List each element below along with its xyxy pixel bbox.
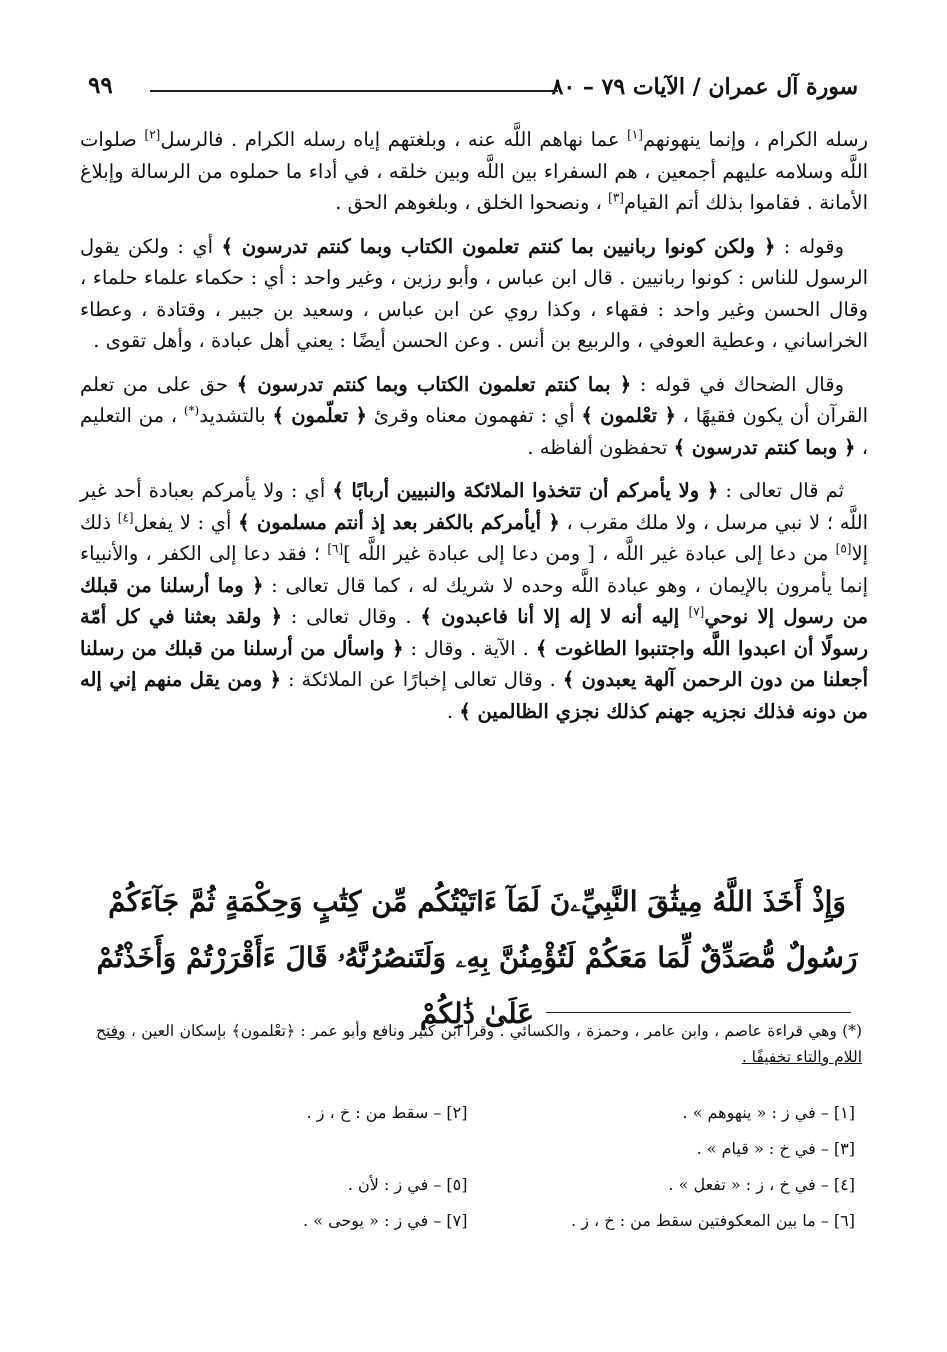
note: [١] – في ز : « ينهوهم » . [682, 1103, 855, 1122]
quran-citation: ﴿ تعْلمون ﴾ [581, 404, 676, 427]
note: [٥] – في ز : لأن . [347, 1175, 468, 1194]
footnote-ref: [٧] [688, 604, 705, 619]
note [120, 1134, 468, 1164]
text-run: ثم قال تعالى : [718, 479, 845, 502]
quran-verse: وَإِذْ أَخَذَ اللَّهُ مِيثَٰقَ النَّبِيِّۦنَ لَمَآ ءَاتَيْتُكُم مِّن كِتَٰبٍ وَحِكْمَةٍ ثُمَّ جَآءَكُمْ رَسُولٌ مُّصَدِّقٌ لِّمَا مَعَكُمْ لَتُؤْمِنُنَّ بِهِۦ وَلَتَنصُرُنَّهُۥ قَالَ ءَأَقْرَرْتُمْ وَأَخَذْتُمْ عَلَىٰ ذَٰلِكُمْ [96, 885, 858, 1030]
paragraph [80, 124, 868, 219]
page-header [88, 70, 858, 110]
body-text [80, 124, 868, 739]
manuscript-notes [120, 1098, 855, 1236]
text-run: . وقال تعالى إخبارًا عن الملائكة : [281, 668, 563, 691]
text-run: أي : لا يفعل [133, 510, 239, 534]
footnote-ref: [٦] [327, 541, 344, 556]
footnote-ref: [٣] [608, 190, 624, 205]
text-run: بالتشديد [199, 404, 273, 427]
text-run: . [446, 699, 460, 723]
quran-citation: ﴿ بما كنتم تعلمون الكتاب وبما كنتم تدرسون ﴾ [236, 372, 632, 396]
text-run: صلوات اللَّه وسلامه عليهم أجمعين ، هم السفراء بين اللَّه وبين خلقه ، في أداء ما حملوه من الرسالة وإبلاغ الأمانة . فقاموا بذلك أتم القيام [80, 128, 868, 214]
text-run: . وقال تعالى : [282, 605, 421, 628]
running-title: سورة آل عمران / الآيات ٧٩ – ٨٠ [551, 74, 858, 100]
footnote-ref: [٤] [117, 510, 134, 524]
text-run: حق على من تعلم القرآن أن يكون فقيهًا ، [80, 372, 869, 427]
text-run: أي : ولكن يقول الرسول للناس : كونوا ربانيين . قال ابن عباس ، وأبو رزين ، وغير واحد : أي : حكماء علماء حلماء ، وقال الحسن وغير واحد : فقهاء ، وكذا روي عن ابن عباس ، وسعيد بن جبير ، وقتادة ، وعطاء الخراساني ، وعطية العوفي ، والربيع بن أنس . وعن الحسن أيضًا : يعني أهل عبادة ، وأهل تقوى . [80, 234, 868, 352]
text-run: ذلك إلا [80, 510, 868, 565]
footnote-reading-variant [96, 1018, 862, 1070]
footnote-ref: (*) [183, 403, 200, 418]
note: [٦] – ما بين المعكوفتين سقط من : خ ، ز . [571, 1211, 855, 1230]
text-run: تحفظون ألفاظه . [527, 435, 674, 459]
footnote-underlined-text: وفتح اللام والتاء تخفيفًا . [96, 1022, 862, 1066]
footnote-ref: [٢] [144, 127, 161, 142]
text-run: ، ونصحوا الخلق ، وبلغوهم الحق . [335, 191, 609, 214]
text-run: . الآية . وقال : [403, 636, 536, 660]
quran-citation: ﴿ ولقد بعثنا في كل أمّة رسولًا أن اعبدوا اللَّه واجتنبوا الطاغوت ﴾ [80, 605, 868, 660]
header-rule [150, 90, 558, 92]
text-run: رسله الكرام ، وإنما ينهونهم [642, 128, 869, 151]
note: [٣] – في خ : « قيام » . [696, 1139, 855, 1158]
text-run: أي : تفهمون معناه وقرئ [366, 404, 582, 427]
quran-citation: ﴿ تعلّمون ﴾ [272, 404, 367, 427]
note: [٧] – في ز : « يوحى » . [303, 1211, 468, 1230]
text-run: وقوله : [775, 234, 844, 258]
text-run: ؛ فقد دعا إلى الكفر ، والأنبياء إنما يأمرون بالإيمان ، وهو عبادة اللَّه وحده لا شريك له ، كما قال تعالى : [80, 542, 868, 597]
quran-citation: ﴿ ولكن كونوا ربانيين بما كنتم تعلمون الكتاب وبما كنتم تدرسون ﴾ [221, 234, 776, 258]
footnote-rule [546, 1012, 851, 1013]
quran-citation: ﴿ ولا يأمركم أن تتخذوا الملائكة والنبيين أربابًا ﴾ [332, 479, 719, 502]
text-run: وقال الضحاك في قوله : [631, 372, 844, 396]
paragraph [80, 231, 868, 357]
paragraph [80, 475, 868, 727]
note: [٤] – في خ ، ز : « تفعل » . [668, 1175, 855, 1194]
quran-citation: إليه أنه لا إله إلا أنا فاعبدون ﴾ [420, 605, 689, 628]
quran-citation: ﴿ وما أرسلنا من قبلك من رسول إلا نوحي [80, 573, 869, 628]
footnote-text: (*) وهي قراءة عاصم ، وابن عامر ، وحمزة ، والكسائي . وقرأ ابن كثير ونافع وأبو عمر : ﴿تعْلمون﴾ بإسكان العين ، [125, 1022, 862, 1040]
footnote-ref: [٥] [835, 541, 852, 556]
text-run: ، من التعليم ، [80, 404, 868, 459]
text-run: عما نهاهم اللَّه عنه ، وبلغتهم إياه رسله الكرام . فالرسل [160, 128, 628, 151]
footnote-ref: [١] [627, 127, 643, 142]
text-run: أي : ولا يأمركم بعبادة أحد غير اللَّه ؛ لا نبي مرسل ، ولا ملك مقرب ، [80, 479, 868, 534]
quran-citation: ﴿ واسأل من أرسلنا من قبلك من رسلنا أجعلنا من دون الرحمن آلهة يعبدون ﴾ [80, 636, 868, 691]
paragraph [80, 369, 868, 464]
quran-citation: ﴿ ومن يقل منهم إني إله من دونه فذلك نجزيه جهنم كذلك نجزي الظالمين ﴾ [80, 668, 868, 723]
page-number: ٩٩ [88, 72, 113, 99]
text-run: من دعا إلى عبادة غير اللَّه ، [ ومن دعا إلى عبادة غير اللَّه ] [343, 542, 836, 565]
quran-citation: ﴿ أيأمركم بالكفر بعد إذ أنتم مسلمون ﴾ [238, 510, 560, 534]
note: [٢] – سقط من : خ ، ز . [306, 1103, 468, 1122]
quran-citation: ﴿ وبما كنتم تدرسون ﴾ [673, 435, 856, 459]
